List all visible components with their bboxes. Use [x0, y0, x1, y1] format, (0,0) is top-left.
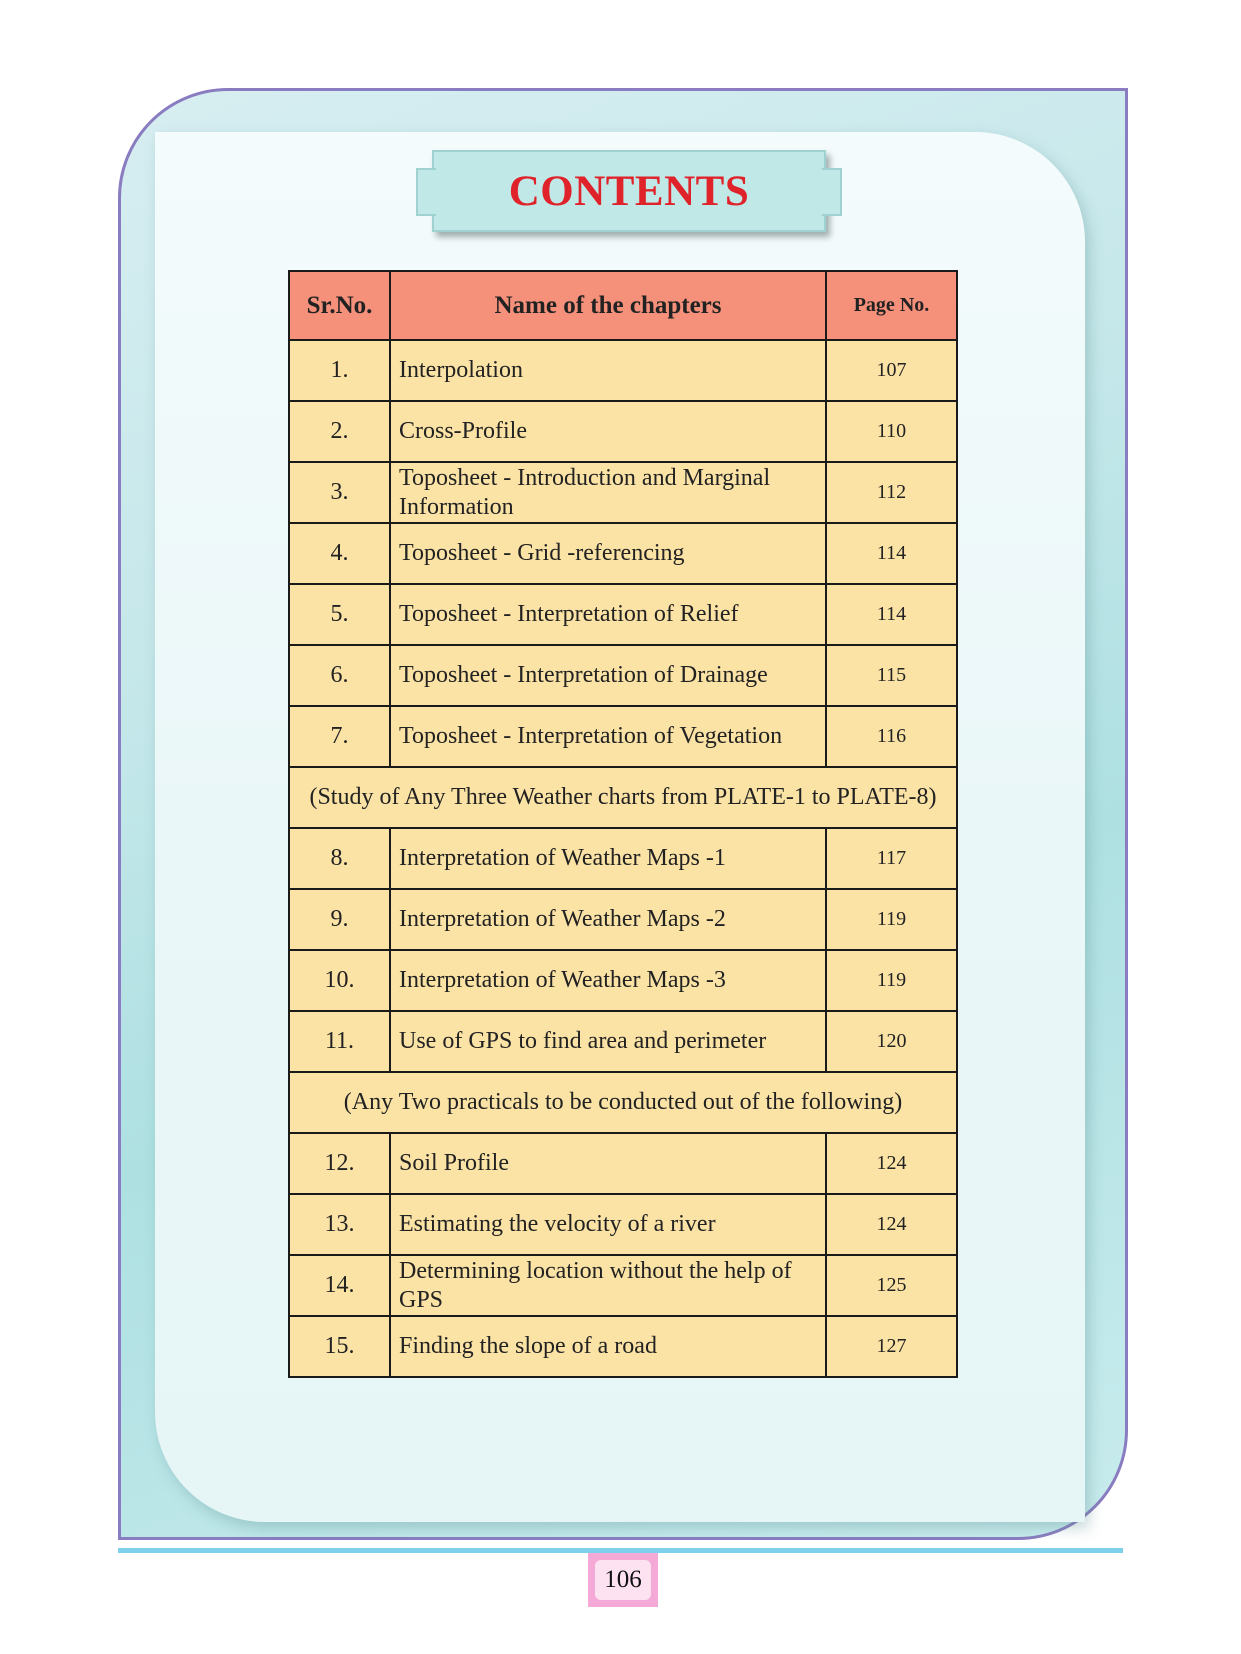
title-plaque	[432, 150, 826, 232]
row-chapter: Interpretation of Weather Maps -2	[390, 889, 826, 950]
table-row	[289, 706, 957, 767]
row-page: 117	[826, 828, 957, 889]
row-sr: 13.	[289, 1194, 390, 1255]
row-chapter: Toposheet - Introduction and Marginal Information	[390, 462, 826, 523]
row-chapter: Toposheet - Interpretation of Drainage	[390, 645, 826, 706]
header-sr-no: Sr.No.	[289, 271, 390, 340]
note-row	[289, 767, 957, 828]
row-page: 127	[826, 1316, 957, 1377]
row-page: 114	[826, 523, 957, 584]
row-chapter: Estimating the velocity of a river	[390, 1194, 826, 1255]
row-page: 119	[826, 950, 957, 1011]
row-sr: 12.	[289, 1133, 390, 1194]
table-row	[289, 462, 957, 523]
row-chapter: Toposheet - Grid -referencing	[390, 523, 826, 584]
row-sr: 11.	[289, 1011, 390, 1072]
row-sr: 10.	[289, 950, 390, 1011]
table-row	[289, 828, 957, 889]
row-page: 124	[826, 1194, 957, 1255]
row-sr: 1.	[289, 340, 390, 401]
row-sr: 8.	[289, 828, 390, 889]
practicals-note: (Any Two practicals to be conducted out of the following)	[289, 1072, 957, 1133]
note-row	[289, 1072, 957, 1133]
table-row	[289, 950, 957, 1011]
table-row	[289, 1194, 957, 1255]
row-chapter: Cross-Profile	[390, 401, 826, 462]
row-chapter: Determining location without the help of GPS	[390, 1255, 826, 1316]
header-chapter-name: Name of the chapters	[390, 271, 826, 340]
row-page: 116	[826, 706, 957, 767]
row-sr: 9.	[289, 889, 390, 950]
row-sr: 7.	[289, 706, 390, 767]
page-number: 106	[595, 1560, 651, 1600]
row-sr: 5.	[289, 584, 390, 645]
table-row	[289, 523, 957, 584]
page-number-badge	[588, 1553, 658, 1607]
row-page: 115	[826, 645, 957, 706]
row-sr: 15.	[289, 1316, 390, 1377]
row-page: 119	[826, 889, 957, 950]
table-row	[289, 584, 957, 645]
table-row	[289, 401, 957, 462]
row-page: 120	[826, 1011, 957, 1072]
table-row	[289, 645, 957, 706]
table-row	[289, 889, 957, 950]
row-page: 110	[826, 401, 957, 462]
table-row	[289, 340, 957, 401]
table-row	[289, 1011, 957, 1072]
table-header-row	[289, 271, 957, 340]
row-chapter: Toposheet - Interpretation of Vegetation	[390, 706, 826, 767]
row-sr: 6.	[289, 645, 390, 706]
row-sr: 14.	[289, 1255, 390, 1316]
row-sr: 2.	[289, 401, 390, 462]
row-chapter: Interpretation of Weather Maps -3	[390, 950, 826, 1011]
table-row	[289, 1316, 957, 1377]
row-sr: 3.	[289, 462, 390, 523]
row-page: 107	[826, 340, 957, 401]
row-page: 125	[826, 1255, 957, 1316]
row-page: 124	[826, 1133, 957, 1194]
header-page-no: Page No.	[826, 271, 957, 340]
row-page: 114	[826, 584, 957, 645]
row-page: 112	[826, 462, 957, 523]
row-chapter: Toposheet - Interpretation of Relief	[390, 584, 826, 645]
row-chapter: Interpolation	[390, 340, 826, 401]
row-chapter: Finding the slope of a road	[390, 1316, 826, 1377]
weather-charts-note: (Study of Any Three Weather charts from PLATE-1 to PLATE-8)	[289, 767, 957, 828]
row-chapter: Soil Profile	[390, 1133, 826, 1194]
table-row	[289, 1255, 957, 1316]
table-row	[289, 1133, 957, 1194]
page-title: CONTENTS	[508, 167, 750, 215]
contents-table	[288, 270, 958, 1378]
row-sr: 4.	[289, 523, 390, 584]
row-chapter: Interpretation of Weather Maps -1	[390, 828, 826, 889]
row-chapter: Use of GPS to find area and perimeter	[390, 1011, 826, 1072]
